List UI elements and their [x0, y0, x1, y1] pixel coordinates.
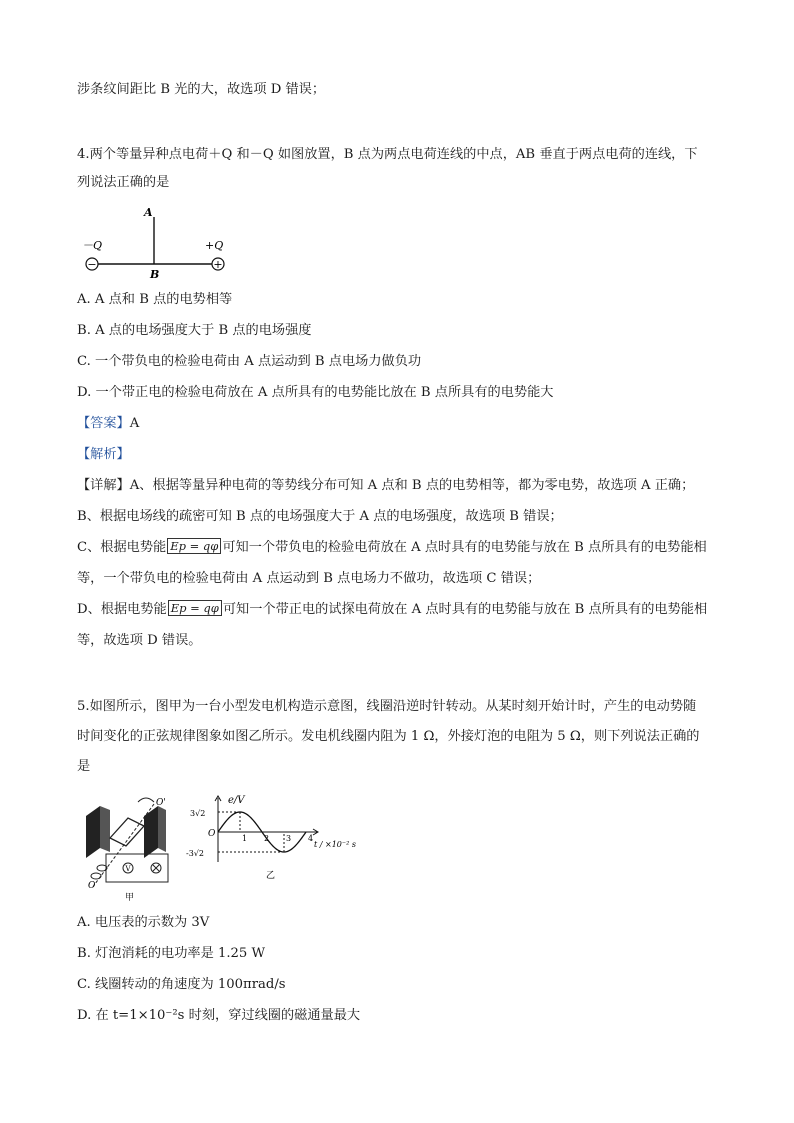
figure-b-caption: 乙 [266, 871, 276, 881]
magnet-pole-left [86, 806, 100, 858]
y-min-label: -3√2 [186, 849, 204, 858]
y-max-label: 3√2 [190, 809, 206, 818]
q4-detail-line6: 等，故选项 D 错误。 [77, 633, 202, 648]
q5-stem-line2: 时间变化的正弦规律图象如图乙所示。发电机线圈内阻为 1 Ω，外接灯泡的电阻为 5 Ω，则下列说法正确的 [77, 729, 700, 744]
q4-option-b: B. A 点的电场强度大于 B 点的电场强度 [77, 323, 312, 338]
coil [110, 818, 144, 846]
chart-xlabel: t / ×10⁻² s [314, 840, 356, 849]
axis-bottom-label: O [88, 881, 96, 891]
voltmeter-label: V [125, 865, 131, 873]
q5-option-d: D. 在 t=1×10⁻²s 时刻，穿过线圈的磁通量最大 [77, 1008, 361, 1023]
analysis-tag: 【解析】 [77, 447, 130, 462]
q4-answer [77, 414, 139, 434]
pos-charge-label: +Q [205, 239, 224, 252]
q4-detail-line4: 等，一个带负电的检验电荷由 A 点运动到 B 点电场力不做功，故选项 C 错误； [77, 571, 541, 586]
x-tick-label: 2 [264, 834, 270, 843]
q4-detail-line3 [77, 538, 707, 558]
x-tick-label: 1 [242, 834, 248, 843]
q4-option-a: A. A 点和 B 点的电势相等 [77, 292, 233, 307]
detail-line5-prefix: D、根据电势能 [77, 602, 167, 617]
energy-formula: Ep = qφ [168, 600, 222, 616]
q4-detail-line1: 【详解】A、根据等量异种电荷的等势线分布可知 A 点和 B 点的电势相等，都为零电势，故选项 A 正确； [77, 478, 695, 493]
answer-value: A [129, 416, 140, 431]
origin-label: O [208, 829, 216, 839]
detail-line3-prefix: C、根据电势能 [77, 540, 167, 555]
emf-time-chart [186, 790, 366, 885]
energy-formula: Ep = qφ [167, 538, 221, 554]
slip-ring [91, 873, 101, 879]
q5-option-c: C. 线圈转动的角速度为 100πrad/s [77, 977, 286, 992]
q4-detail-line2: B、根据电场线的疏密可知 B 点的电场强度大于 A 点的电场强度，故选项 B 错误； [77, 509, 563, 524]
detail-line5-suffix: 可知一个带正电的试探电荷放在 A 点时具有的电势能与放在 B 点所具有的电势能相 [222, 602, 708, 617]
chart-ylabel: e/V [228, 795, 245, 806]
point-b-label: B [150, 268, 160, 281]
generator-diagram [80, 796, 180, 904]
q5-stem-line3: 是 [77, 759, 91, 774]
positive-sign: + [213, 258, 223, 271]
magnet-pole-right [144, 806, 158, 858]
x-tick-label: 3 [286, 834, 292, 843]
q5-option-a: A. 电压表的示数为 3V [77, 915, 210, 930]
q4-stem-line2: 列说法正确的是 [77, 175, 170, 190]
q4-detail-line5 [77, 600, 707, 620]
q4-option-d: D. 一个带正电的检验电荷放在 A 点所具有的电势能比放在 B 点所具有的电势能大 [77, 385, 554, 400]
q4-charge-figure [77, 203, 237, 285]
q4-stem-line1: 4.两个等量异种点电荷＋Q 和－Q 如图放置，B 点为两点电荷连线的中点，AB 垂直于两点电荷的连线，下 [77, 147, 698, 162]
detail-line3-suffix: 可知一个带负电的检验电荷放在 A 点时具有的电势能与放在 B 点所具有的电势能相 [222, 540, 707, 555]
x-tick-label: 4 [308, 834, 314, 843]
neg-charge-label: －Q [82, 239, 103, 252]
answer-tag: 【答案】 [77, 416, 130, 431]
negative-sign: − [87, 258, 97, 271]
q4-analysis-tag [77, 445, 130, 465]
q5-stem-line1: 5.如图所示，图甲为一台小型发电机构造示意图，线圈沿逆时针转动。从某时刻开始计时，产生的电动势随 [77, 699, 697, 714]
q5-option-b: B. 灯泡消耗的电功率是 1.25 W [77, 946, 266, 961]
q4-option-c: C. 一个带负电的检验电荷由 A 点运动到 B 点电场力做负功 [77, 354, 422, 369]
continuation-text: 涉条纹间距比 B 光的大，故选项 D 错误； [77, 82, 326, 97]
axis-top-label: O' [156, 798, 166, 808]
rotation-arrow-icon [138, 798, 154, 802]
figure-a-caption: 甲 [125, 893, 135, 903]
point-a-label: A [144, 206, 153, 219]
